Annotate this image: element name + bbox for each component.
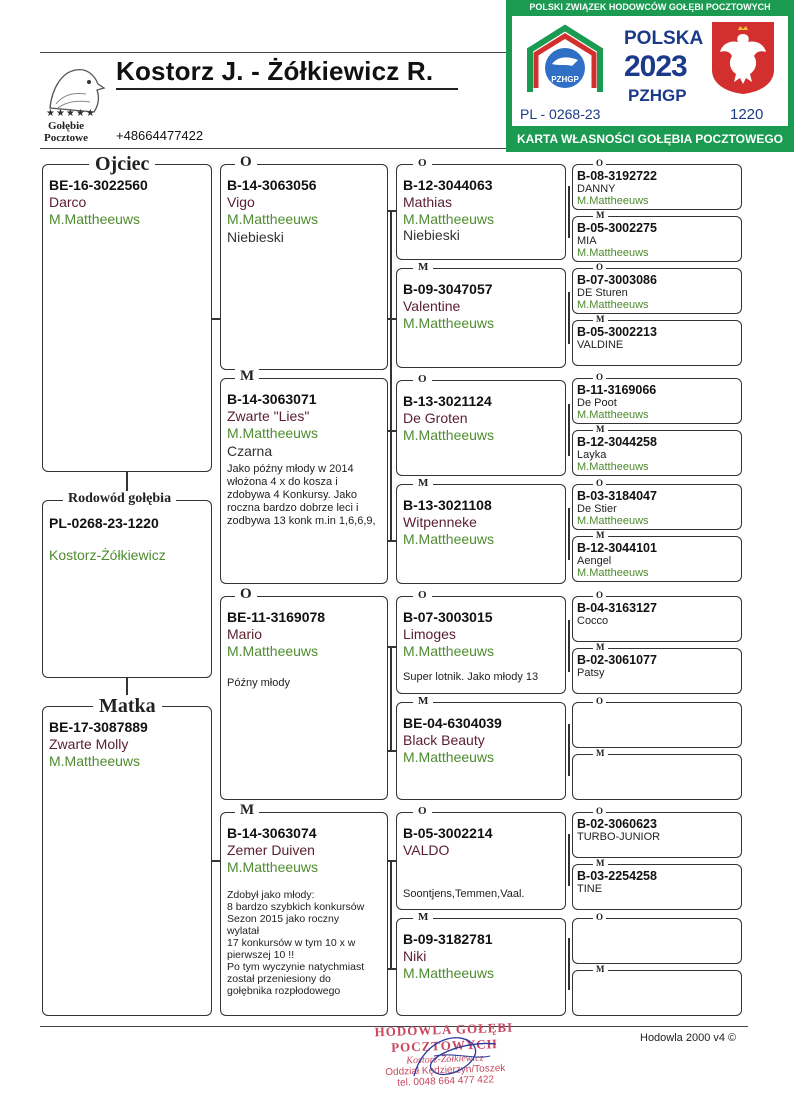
- pigeon-name: De Stier: [577, 503, 617, 515]
- sex-label: O: [235, 154, 257, 171]
- breeder: M.Mattheeuws: [403, 965, 495, 981]
- ring-number: B-05-3002213: [577, 325, 657, 339]
- connector-g2-4a: [388, 860, 396, 862]
- sex-label: O: [413, 157, 432, 169]
- sex-label: M: [593, 210, 608, 220]
- sex-label: O: [593, 912, 606, 922]
- ring-number: B-05-3002214: [403, 825, 493, 841]
- pigeon-name: TURBO-JUNIOR: [577, 831, 661, 843]
- gen3-box-1[interactable]: [396, 157, 566, 260]
- sex-label: O: [593, 696, 606, 706]
- ring-number: B-14-3063074: [227, 825, 317, 841]
- gen3-box-4[interactable]: [396, 477, 566, 584]
- ring-number: B-11-3169066: [577, 383, 657, 397]
- father-name: Darco: [49, 194, 87, 210]
- gen4-box-8[interactable]: [572, 530, 742, 582]
- connector-g3-3: [568, 404, 570, 456]
- pigeon-name: Zwarte "Lies": [227, 408, 310, 424]
- ring-number: B-14-3063056: [227, 177, 317, 193]
- breeder: M.Mattheeuws: [403, 531, 495, 547]
- breeder: M.Mattheeuws: [403, 749, 495, 765]
- pigeon-color: Czarna: [227, 443, 273, 459]
- card-white-panel: [512, 16, 788, 126]
- gen4-box-4[interactable]: [572, 314, 742, 366]
- sex-label: O: [593, 806, 606, 816]
- connector-g2-4: [390, 860, 392, 970]
- pigeon-name: Aengel: [577, 555, 612, 567]
- pzhgp-emblem-icon: [522, 22, 608, 98]
- connector-g2-2b: [388, 540, 396, 542]
- gen2-box-4[interactable]: [220, 802, 388, 1016]
- connector-g2-2: [390, 430, 392, 542]
- ring-number: B-09-3047057: [403, 281, 493, 297]
- breeder: M.Mattheeuws: [403, 211, 495, 227]
- connector-g2-3a: [388, 646, 396, 648]
- sex-label: M: [593, 642, 608, 652]
- sex-label: O: [593, 478, 606, 488]
- connector-g2-1a: [388, 210, 396, 212]
- ring-number: B-08-3192722: [577, 169, 657, 183]
- pigeon-name: Mario: [227, 626, 263, 642]
- sex-label: M: [593, 748, 608, 758]
- subject-box[interactable]: [42, 491, 212, 678]
- gen4-box-16[interactable]: [572, 964, 742, 1016]
- pigeon-name: VALDINE: [577, 339, 624, 351]
- gen4-box-5[interactable]: [572, 372, 742, 424]
- pigeon-name: DANNY: [577, 183, 616, 195]
- gen3-box-2[interactable]: [396, 261, 566, 368]
- pigeon-note: Zdobył jako młody: 8 bardzo szybkich konkursów Sezon 2015 jako roczny wylatał 17 konkursów w tym 10 x w pierwszej 10 !! Po tym wyczynie natychmiast został przeniesiony do gołębnika rozpłodowego: [227, 889, 365, 997]
- ring-number: B-04-3163127: [577, 601, 657, 615]
- ownership-card: [506, 0, 794, 152]
- sex-label: M: [413, 911, 433, 923]
- signature-icon: [404, 1026, 504, 1088]
- connector-m-gen2: [212, 860, 220, 862]
- sex-label: M: [235, 802, 259, 819]
- breeder: M.Mattheeuws: [577, 515, 649, 527]
- breeder: M.Mattheeuws: [577, 461, 649, 473]
- connector-g3-5: [568, 620, 570, 672]
- gen3-box-5[interactable]: [396, 589, 566, 694]
- breeder: M.Mattheeuws: [403, 315, 495, 331]
- sex-label: M: [413, 695, 433, 707]
- ring-number: B-14-3063071: [227, 391, 317, 407]
- subject-owner: Kostorz-Żółkiewicz: [49, 547, 166, 563]
- ring-number: B-03-2254258: [577, 869, 657, 883]
- father-box[interactable]: [42, 153, 212, 472]
- breeder: M.Mattheeuws: [577, 567, 649, 579]
- breeder: M.Mattheeuws: [403, 643, 495, 659]
- gen4-box-2[interactable]: [572, 210, 742, 262]
- mother-name: Zwarte Molly: [49, 736, 129, 752]
- gen4-box-3[interactable]: [572, 262, 742, 314]
- ring-number: B-03-3184047: [577, 489, 657, 503]
- stamp-line2: POCZTOWYCH: [390, 1036, 498, 1055]
- ring-number: B-12-3044258: [577, 435, 657, 449]
- sex-label: M: [593, 964, 608, 974]
- gen4-box-12[interactable]: [572, 748, 742, 800]
- pigeon-color: Niebieski: [227, 229, 284, 245]
- stamp-line5: tel. 0048 664 477 422: [397, 1074, 495, 1089]
- gen4-box-11[interactable]: [572, 696, 742, 748]
- stamp-line3: Kostorz-Żółkiewicz: [406, 1052, 484, 1067]
- sex-label: O: [413, 589, 432, 601]
- header-top-rule: [40, 52, 506, 53]
- mother-breeder: M.Mattheeuws: [49, 753, 141, 769]
- gen4-box-14[interactable]: [572, 858, 742, 910]
- ring-number: B-02-3060623: [577, 817, 657, 831]
- breeder: M.Mattheeuws: [577, 409, 649, 421]
- breeder: M.Mattheeuws: [577, 247, 649, 259]
- gen2-box-2[interactable]: [220, 368, 388, 584]
- emblem-text: PZHGP: [551, 75, 579, 84]
- title-underline: [116, 88, 458, 90]
- gen2-box-1[interactable]: [220, 154, 388, 370]
- connector-g3-2: [568, 292, 570, 344]
- ring-number: B-12-3044063: [403, 177, 493, 193]
- gen4-box-15[interactable]: [572, 912, 742, 964]
- gen4-box-6[interactable]: [572, 424, 742, 476]
- phone-number: +48664477422: [116, 128, 204, 143]
- pigeon-name: Limoges: [403, 626, 456, 642]
- pigeon-name: Black Beauty: [403, 732, 485, 748]
- connector-f-gen2: [212, 318, 220, 320]
- sex-label: M: [593, 424, 608, 434]
- breeder: M.Mattheeuws: [227, 425, 319, 441]
- breeder: M.Mattheeuws: [227, 859, 319, 875]
- pigeon-color: Niebieski: [403, 227, 460, 243]
- ring-number: B-13-3021108: [403, 497, 492, 513]
- connector-g3-8: [568, 938, 570, 990]
- sex-label: O: [593, 158, 606, 168]
- pigeon-name: Witpenneke: [403, 514, 477, 530]
- ring-number: BE-11-3169078: [227, 609, 326, 625]
- connector-g3-1: [568, 186, 570, 238]
- pigeon-name: Vigo: [227, 194, 255, 210]
- ring-number: B-02-3061077: [577, 653, 657, 667]
- sex-label: O: [413, 805, 432, 817]
- gen4-box-7[interactable]: [572, 478, 742, 530]
- subject-caption: Rodowód gołębia: [63, 491, 176, 507]
- pigeon-note: Super lotnik. Jako młody 13: [403, 671, 539, 683]
- sex-label: M: [593, 530, 608, 540]
- connector-g2-3b: [388, 750, 396, 752]
- logo-line2: Pocztowe: [44, 132, 88, 144]
- card-footer-text: KARTA WŁASNOŚCI GOŁĘBIA POCZTOWEGO: [517, 132, 783, 146]
- sex-label: O: [593, 262, 606, 272]
- sex-label: M: [235, 368, 259, 385]
- software-credit: Hodowla 2000 v4 ©: [640, 1032, 737, 1044]
- card-year: 2023: [624, 50, 687, 83]
- pigeon-name: Valentine: [403, 298, 461, 314]
- pigeon-name: De Groten: [403, 410, 468, 426]
- pigeon-name: TINE: [577, 883, 603, 895]
- gen4-box-13[interactable]: [572, 806, 742, 858]
- page-title: Kostorz J. - Żółkiewicz R.: [116, 56, 434, 86]
- ring-number: B-07-3003015: [403, 609, 493, 625]
- breeder: M.Mattheeuws: [577, 195, 649, 207]
- pigeon-name: VALDO: [403, 842, 450, 858]
- gen3-box-6[interactable]: [396, 695, 566, 800]
- card-ring-prefix: PL - 0268-23: [520, 106, 601, 122]
- sex-label: O: [593, 372, 606, 382]
- mother-ring: BE-17-3087889: [49, 719, 148, 735]
- ring-number: B-13-3021124: [403, 393, 492, 409]
- sex-label: M: [413, 477, 433, 489]
- gen4-box-9[interactable]: [572, 590, 742, 642]
- pigeon-logo: [42, 58, 112, 148]
- card-ring-number: 1220: [730, 106, 764, 123]
- polish-eagle-icon: [710, 20, 776, 96]
- sex-label: O: [413, 373, 432, 385]
- mother-label: Matka: [93, 695, 162, 718]
- pigeon-note: Jako późny młody w 2014 włożona 4 x do kosza i zdobywa 4 Konkursy. Jako roczna bardzo dobrze leci i zodbywa 13 konk m.in 1,6,6,9,: [227, 463, 376, 527]
- gen2-box-3[interactable]: [220, 586, 388, 800]
- connector-g3-7: [568, 834, 570, 886]
- pigeon-note: Soontjens,Temmen,Vaal.: [403, 888, 525, 900]
- card-org: PZHGP: [628, 86, 687, 105]
- gen3-box-3[interactable]: [396, 373, 566, 476]
- sex-label: O: [593, 590, 606, 600]
- connector-g2-3: [390, 646, 392, 750]
- sex-label: M: [593, 314, 608, 324]
- connector-g3-6: [568, 724, 570, 776]
- ring-number: B-05-3002275: [577, 221, 657, 235]
- card-country: POLSKA: [624, 28, 704, 49]
- gen3-box-7[interactable]: [396, 805, 566, 910]
- pigeon-name: Mathias: [403, 194, 453, 210]
- pigeon-name: De Poot: [577, 397, 617, 409]
- father-ring: BE-16-3022560: [49, 177, 148, 193]
- connector-g2-1: [390, 210, 392, 436]
- connector-g2-1b: [388, 318, 396, 320]
- pigeon-name: MIA: [577, 235, 597, 247]
- ring-number: B-07-3003086: [577, 273, 657, 287]
- breeder: M.Mattheeuws: [227, 211, 319, 227]
- breeder: M.Mattheeuws: [227, 643, 319, 659]
- stamp-line1: HODOWLA GOŁĘBI: [374, 1019, 514, 1040]
- pigeon-name: DE Sturen: [577, 287, 628, 299]
- header-bottom-rule: [40, 148, 506, 149]
- mother-box[interactable]: [42, 695, 212, 1016]
- breeder: M.Mattheeuws: [403, 427, 495, 443]
- stamp-line4: Oddział Kędzierzyn/Toszek: [385, 1062, 506, 1079]
- subject-ring: PL-0268-23-1220: [49, 515, 159, 531]
- connector-g2-4b: [388, 968, 396, 970]
- pigeon-name: Cocco: [577, 615, 609, 627]
- connector-g3-4: [568, 508, 570, 560]
- breeder: M.Mattheeuws: [577, 299, 649, 311]
- father-label: Ojciec: [89, 153, 155, 176]
- gen4-box-10[interactable]: [572, 642, 742, 694]
- pigeon-name: Niki: [403, 948, 427, 964]
- gen3-box-8[interactable]: [396, 911, 566, 1016]
- ring-number: B-09-3182781: [403, 931, 493, 947]
- logo-line1: Gołębie: [48, 120, 85, 132]
- gen4-box-1[interactable]: [572, 158, 742, 210]
- ring-number: BE-04-6304039: [403, 715, 502, 731]
- pigeon-name: Layka: [577, 449, 607, 461]
- card-top-text: POLSKI ZWIĄZEK HODOWCÓW GOŁĘBI POCZTOWYCH: [529, 2, 771, 12]
- stars: ★★★★★: [46, 108, 96, 119]
- ring-number: B-12-3044101: [577, 541, 657, 555]
- sex-label: O: [235, 586, 257, 603]
- pigeon-note: Późny młody: [227, 677, 290, 689]
- connector-g2-2a: [388, 430, 396, 432]
- sex-label: M: [593, 858, 608, 868]
- sex-label: M: [413, 261, 433, 273]
- pigeon-name: Zemer Duiven: [227, 842, 315, 858]
- pigeon-name: Patsy: [577, 667, 605, 679]
- father-breeder: M.Mattheeuws: [49, 211, 141, 227]
